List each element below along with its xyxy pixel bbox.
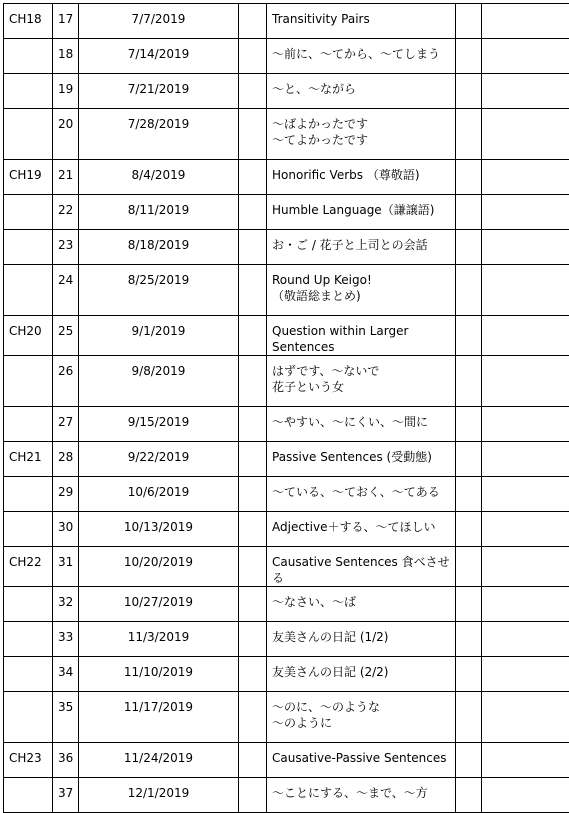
table-row — [4, 442, 569, 477]
table-row — [4, 39, 569, 74]
table-row — [4, 512, 569, 547]
chapter-cell — [4, 512, 53, 547]
lesson-number-cell: 34 — [53, 657, 79, 692]
lesson-number-cell: 35 — [53, 692, 79, 743]
empty-cell — [482, 4, 569, 39]
empty-cell — [456, 477, 482, 512]
date-cell: 7/28/2019 — [79, 109, 239, 160]
empty-cell — [456, 587, 482, 622]
chapter-cell — [4, 230, 53, 265]
empty-cell — [482, 512, 569, 547]
empty-cell — [239, 230, 267, 265]
empty-cell — [482, 316, 569, 356]
date-cell: 11/10/2019 — [79, 657, 239, 692]
lesson-number-cell: 20 — [53, 109, 79, 160]
date-cell: 8/11/2019 — [79, 195, 239, 230]
chapter-cell — [4, 477, 53, 512]
empty-cell — [239, 4, 267, 39]
table-row — [4, 778, 569, 813]
empty-cell — [482, 442, 569, 477]
empty-cell — [456, 442, 482, 477]
topic-cell: 〜のに、〜のような 〜のように — [267, 692, 456, 743]
empty-cell — [482, 657, 569, 692]
empty-cell — [482, 547, 569, 587]
schedule-table — [3, 3, 569, 813]
empty-cell — [482, 692, 569, 743]
table-row — [4, 657, 569, 692]
date-cell: 8/18/2019 — [79, 230, 239, 265]
lesson-number-cell: 32 — [53, 587, 79, 622]
date-cell: 7/14/2019 — [79, 39, 239, 74]
table-row — [4, 407, 569, 442]
topic-cell: 友美さんの日記 (1/2) — [267, 622, 456, 657]
table-row — [4, 356, 569, 407]
lesson-number-cell: 21 — [53, 160, 79, 195]
topic-cell: Adjective＋する、〜てほしい — [267, 512, 456, 547]
empty-cell — [239, 407, 267, 442]
schedule-body — [4, 4, 569, 813]
empty-cell — [482, 743, 569, 778]
date-cell: 8/4/2019 — [79, 160, 239, 195]
lesson-number-cell: 18 — [53, 39, 79, 74]
topic-cell: はずです、〜ないで 花子という女 — [267, 356, 456, 407]
empty-cell — [239, 512, 267, 547]
chapter-cell — [4, 657, 53, 692]
empty-cell — [239, 195, 267, 230]
date-cell: 11/24/2019 — [79, 743, 239, 778]
empty-cell — [482, 407, 569, 442]
empty-cell — [482, 160, 569, 195]
empty-cell — [239, 657, 267, 692]
lesson-number-cell: 31 — [53, 547, 79, 587]
topic-cell: 〜前に、〜てから、〜てしまう — [267, 39, 456, 74]
lesson-number-cell: 37 — [53, 778, 79, 813]
date-cell: 12/1/2019 — [79, 778, 239, 813]
empty-cell — [239, 316, 267, 356]
lesson-number-cell: 24 — [53, 265, 79, 316]
date-cell: 10/27/2019 — [79, 587, 239, 622]
empty-cell — [456, 356, 482, 407]
chapter-cell — [4, 692, 53, 743]
topic-cell: Passive Sentences (受動態) — [267, 442, 456, 477]
empty-cell — [456, 74, 482, 109]
lesson-number-cell: 25 — [53, 316, 79, 356]
empty-cell — [456, 407, 482, 442]
topic-cell: 〜ばよかったです 〜てよかったです — [267, 109, 456, 160]
empty-cell — [456, 778, 482, 813]
topic-cell: Humble Language（謙譲語) — [267, 195, 456, 230]
chapter-cell: CH21 — [4, 442, 53, 477]
empty-cell — [456, 316, 482, 356]
topic-cell: 友美さんの日記 (2/2) — [267, 657, 456, 692]
empty-cell — [482, 230, 569, 265]
lesson-number-cell: 28 — [53, 442, 79, 477]
empty-cell — [482, 356, 569, 407]
date-cell: 11/17/2019 — [79, 692, 239, 743]
empty-cell — [239, 587, 267, 622]
date-cell: 9/1/2019 — [79, 316, 239, 356]
date-cell: 9/22/2019 — [79, 442, 239, 477]
empty-cell — [239, 622, 267, 657]
empty-cell — [239, 547, 267, 587]
topic-cell: Honorific Verbs （尊敬語) — [267, 160, 456, 195]
lesson-number-cell: 33 — [53, 622, 79, 657]
topic-cell: 〜なさい、〜ば — [267, 587, 456, 622]
empty-cell — [239, 109, 267, 160]
empty-cell — [456, 4, 482, 39]
empty-cell — [456, 622, 482, 657]
topic-cell: お・ご / 花子と上司との会話 — [267, 230, 456, 265]
empty-cell — [239, 442, 267, 477]
date-cell: 7/7/2019 — [79, 4, 239, 39]
lesson-number-cell: 17 — [53, 4, 79, 39]
topic-cell: Question within Larger Sentences — [267, 316, 456, 356]
table-row — [4, 265, 569, 316]
empty-cell — [239, 74, 267, 109]
chapter-cell — [4, 195, 53, 230]
empty-cell — [239, 160, 267, 195]
topic-cell: 〜ている、〜ておく、〜てある — [267, 477, 456, 512]
table-row — [4, 160, 569, 195]
table-row — [4, 477, 569, 512]
topic-cell: Transitivity Pairs — [267, 4, 456, 39]
table-row — [4, 230, 569, 265]
empty-cell — [456, 265, 482, 316]
chapter-cell — [4, 109, 53, 160]
topic-cell: 〜と、〜ながら — [267, 74, 456, 109]
table-row — [4, 316, 569, 356]
topic-cell: Causative-Passive Sentences — [267, 743, 456, 778]
table-row — [4, 587, 569, 622]
empty-cell — [456, 692, 482, 743]
date-cell: 10/20/2019 — [79, 547, 239, 587]
empty-cell — [239, 743, 267, 778]
empty-cell — [482, 109, 569, 160]
lesson-number-cell: 27 — [53, 407, 79, 442]
topic-cell: 〜やすい、〜にくい、〜間に — [267, 407, 456, 442]
empty-cell — [456, 547, 482, 587]
chapter-cell — [4, 356, 53, 407]
lesson-number-cell: 22 — [53, 195, 79, 230]
empty-cell — [456, 230, 482, 265]
chapter-cell — [4, 587, 53, 622]
table-row — [4, 74, 569, 109]
empty-cell — [456, 160, 482, 195]
empty-cell — [456, 743, 482, 778]
chapter-cell — [4, 265, 53, 316]
table-row — [4, 622, 569, 657]
empty-cell — [482, 195, 569, 230]
chapter-cell — [4, 778, 53, 813]
date-cell: 11/3/2019 — [79, 622, 239, 657]
date-cell: 9/15/2019 — [79, 407, 239, 442]
lesson-number-cell: 26 — [53, 356, 79, 407]
date-cell: 9/8/2019 — [79, 356, 239, 407]
empty-cell — [482, 477, 569, 512]
empty-cell — [482, 778, 569, 813]
topic-cell: Round Up Keigo! （敬語総まとめ) — [267, 265, 456, 316]
chapter-cell: CH19 — [4, 160, 53, 195]
table-row — [4, 692, 569, 743]
empty-cell — [456, 109, 482, 160]
empty-cell — [456, 657, 482, 692]
empty-cell — [482, 39, 569, 74]
empty-cell — [239, 356, 267, 407]
empty-cell — [482, 622, 569, 657]
table-row — [4, 547, 569, 587]
chapter-cell — [4, 74, 53, 109]
empty-cell — [239, 692, 267, 743]
empty-cell — [239, 477, 267, 512]
empty-cell — [239, 778, 267, 813]
date-cell: 7/21/2019 — [79, 74, 239, 109]
chapter-cell: CH18 — [4, 4, 53, 39]
topic-cell: 〜ことにする、〜まで、〜方 — [267, 778, 456, 813]
lesson-number-cell: 29 — [53, 477, 79, 512]
chapter-cell: CH23 — [4, 743, 53, 778]
lesson-number-cell: 36 — [53, 743, 79, 778]
chapter-cell — [4, 407, 53, 442]
chapter-cell — [4, 39, 53, 74]
chapter-cell: CH22 — [4, 547, 53, 587]
empty-cell — [456, 39, 482, 74]
topic-cell: Causative Sentences 食べさせる — [267, 547, 456, 587]
table-row — [4, 195, 569, 230]
lesson-number-cell: 23 — [53, 230, 79, 265]
date-cell: 10/13/2019 — [79, 512, 239, 547]
table-row — [4, 109, 569, 160]
chapter-cell: CH20 — [4, 316, 53, 356]
empty-cell — [482, 265, 569, 316]
table-row — [4, 743, 569, 778]
table-row — [4, 4, 569, 39]
empty-cell — [456, 512, 482, 547]
date-cell: 8/25/2019 — [79, 265, 239, 316]
lesson-number-cell: 30 — [53, 512, 79, 547]
chapter-cell — [4, 622, 53, 657]
empty-cell — [456, 195, 482, 230]
empty-cell — [239, 39, 267, 74]
empty-cell — [482, 74, 569, 109]
empty-cell — [482, 587, 569, 622]
lesson-number-cell: 19 — [53, 74, 79, 109]
empty-cell — [239, 265, 267, 316]
date-cell: 10/6/2019 — [79, 477, 239, 512]
